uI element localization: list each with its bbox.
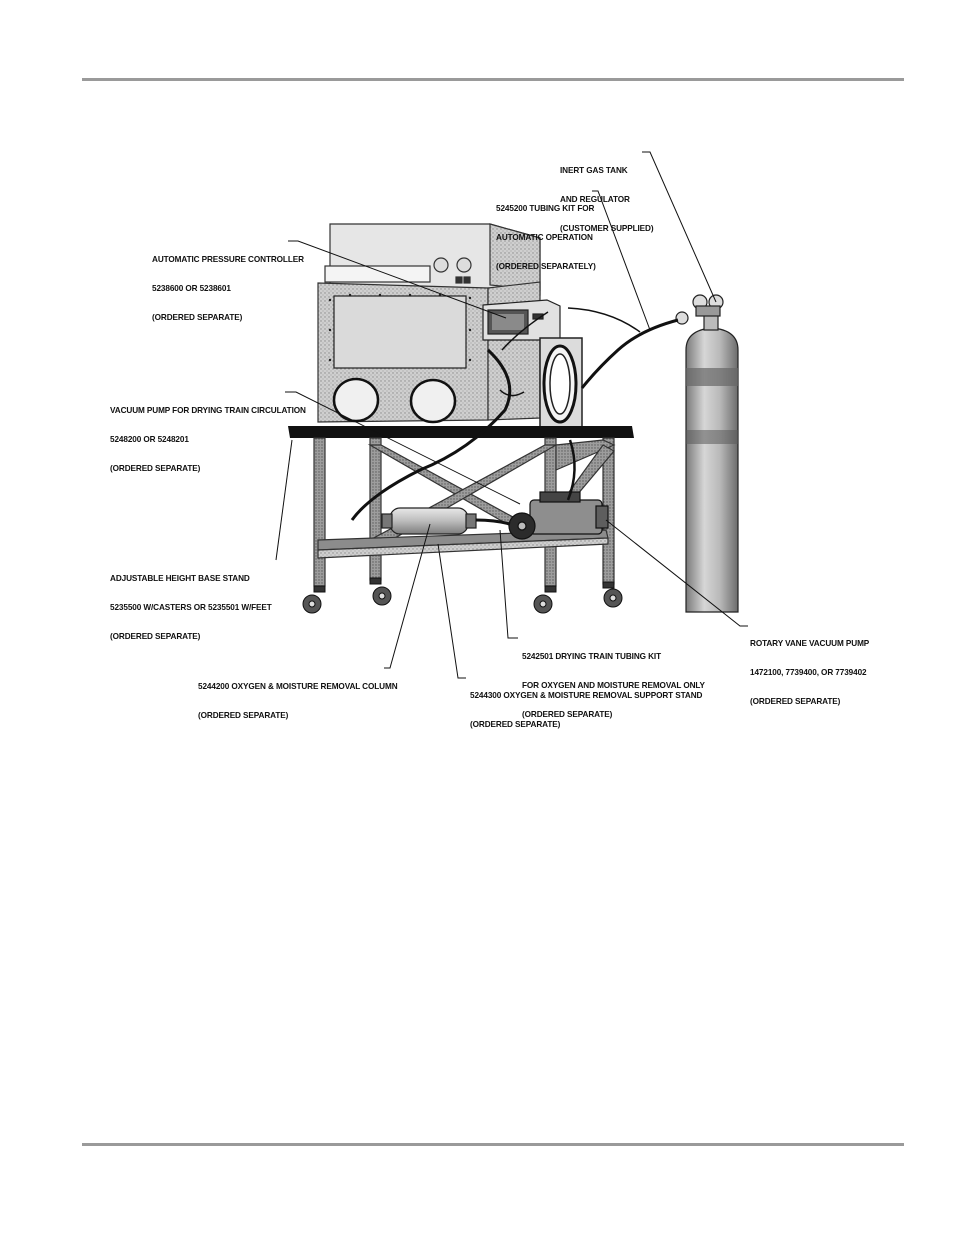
callout-drying-train-kit: 5242501 DRYING TRAIN TUBING KIT FOR OXYGEN AND MOISTURE REMOVAL ONLY (ORDERED SEPARATE) [522,652,705,719]
casters [303,578,622,613]
callout-support-stand: 5244300 OXYGEN & MOISTURE REMOVAL SUPPORT STAND (ORDERED SEPARATE) [470,691,703,729]
callout-pressure-controller: AUTOMATIC PRESSURE CONTROLLER 5238600 OR 5238601 (ORDERED SEPARATE) [152,255,304,322]
callout-inert-gas-tank: INERT GAS TANK AND REGULATOR (CUSTOMER SUPPLIED) [560,166,654,233]
callout-vacuum-pump-drying-train: VACUUM PUMP FOR DRYING TRAIN CIRCULATION 5248200 OR 5248201 (ORDERED SEPARATE) [110,406,306,473]
table-top [288,426,634,438]
removal-column [382,508,476,534]
callout-base-stand: ADJUSTABLE HEIGHT BASE STAND 5235500 W/CASTERS OR 5235501 W/FEET (ORDERED SEPARATE) [110,574,272,641]
callout-removal-column: 5244200 OXYGEN & MOISTURE REMOVAL COLUMN (ORDERED SEPARATE) [198,682,398,720]
callout-rotary-vane-pump: ROTARY VANE VACUUM PUMP 1472100, 7739400, OR 7739402 (ORDERED SEPARATE) [750,639,870,706]
inert-gas-cylinder [676,295,738,612]
rotary-vane-pump [509,492,608,539]
pressure-controller [483,300,560,340]
callout-tubing-kit: 5245200 TUBING KIT FOR AUTOMATIC OPERATION (ORDERED SEPARATELY) [496,204,596,271]
antechamber [540,338,582,430]
